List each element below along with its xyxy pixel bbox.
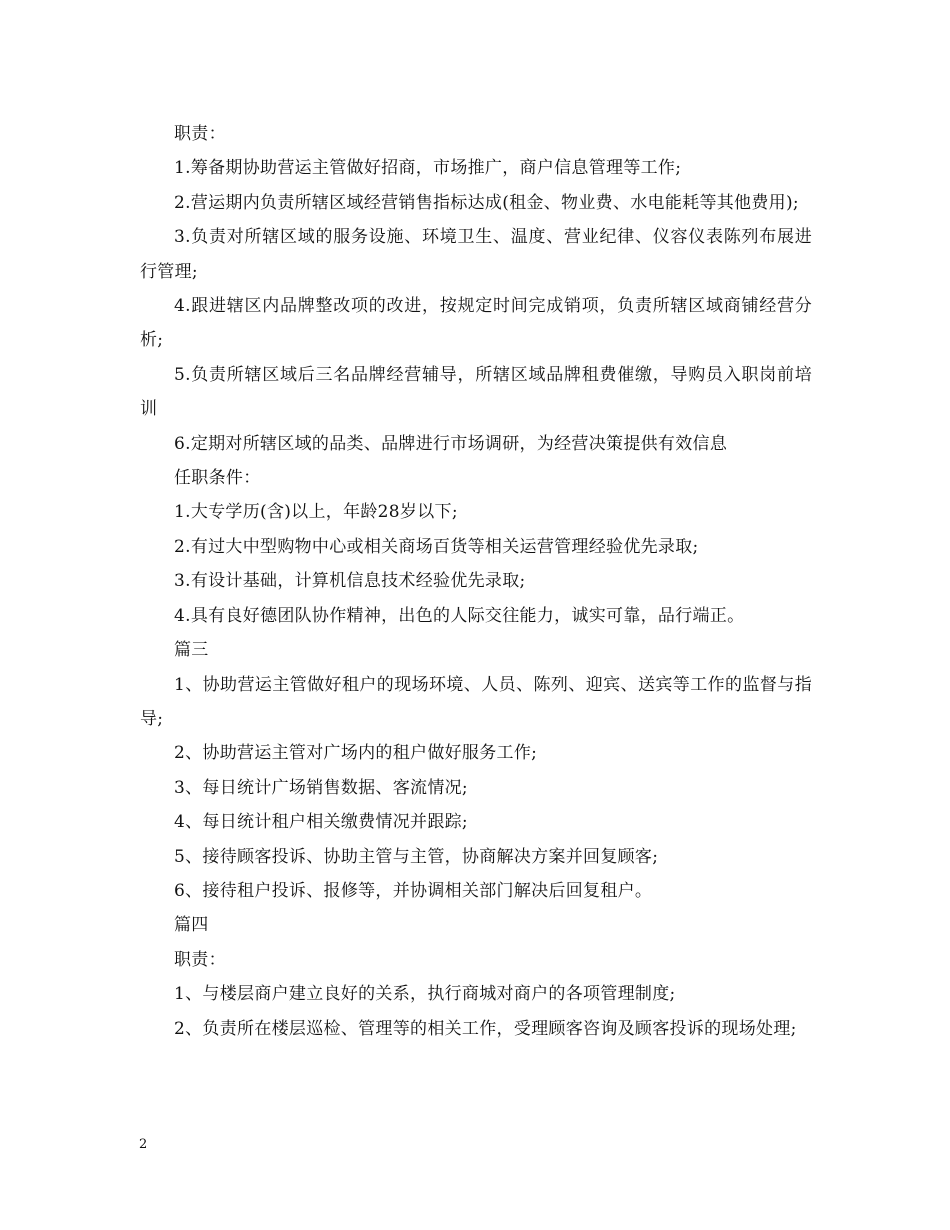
paragraph-requirement-1: 1.大专学历(含)以上，年龄28岁以下; (174, 502, 458, 523)
paragraph-part-three-item-2: 2、协助营运主管对广场内的租户做好服务工作; (174, 743, 538, 764)
paragraph-duty-4: 4.跟进辖区内品牌整改项的改进，按规定时间完成销项，负责所辖区域商铺经营分析; (140, 296, 812, 351)
paragraph-part-three-item-5: 5、接待顾客投诉、协助主管与主管，协商解决方案并回复顾客; (174, 846, 659, 867)
document-body (140, 117, 812, 1046)
paragraph-part-four-duties-heading: 职责： (174, 949, 226, 970)
paragraph-requirement-2: 2.有过大中型购物中心或相关商场百货等相关运营管理经验优先录取; (174, 536, 699, 557)
paragraph-requirement-4: 4.具有良好德团队协作精神，出色的人际交往能力，诚实可靠，品行端正。 (174, 605, 745, 626)
paragraph-part-four-item-1: 1、与楼层商户建立良好的关系，执行商城对商户的各项管理制度; (174, 984, 676, 1005)
section-heading-part-three: 篇三 (174, 640, 209, 661)
paragraph-duty-2: 2.营运期内负责所辖区域经营销售指标达成(租金、物业费、水电能耗等其他费用); (174, 192, 799, 213)
paragraph-duties-heading: 职责： (174, 124, 226, 144)
paragraph-part-three-item-3: 3、每日统计广场销售数据、客流情况; (174, 777, 468, 798)
paragraph-duty-1: 1.筹备期协助营运主管做好招商，市场推广，商户信息管理等工作; (174, 158, 682, 179)
paragraph-part-four-item-2: 2、负责所在楼层巡检、管理等的相关工作，受理顾客咨询及顾客投诉的现场处理; (174, 1018, 797, 1039)
paragraph-duty-3: 3.负责对所辖区域的服务设施、环境卫生、温度、营业纪律、仪容仪表陈列布展进行管理; (140, 227, 812, 282)
paragraph-requirements-heading: 任职条件： (174, 468, 261, 489)
paragraph-duty-6: 6.定期对所辖区域的品类、品牌进行市场调研，为经营决策提供有效信息 (174, 433, 728, 454)
paragraph-part-three-item-6: 6、接待租户投诉、报修等，并协调相关部门解决后回复租户。 (174, 880, 653, 901)
paragraph-part-three-item-1: 1、协助营运主管做好租户的现场环境、人员、陈列、迎宾、送宾等工作的监督与指导; (140, 674, 812, 729)
paragraph-requirement-3: 3.有设计基础，计算机信息技术经验优先录取; (174, 571, 526, 592)
paragraph-duty-5: 5.负责所辖区域后三名品牌经营辅导，所辖区域品牌租费催缴，导购员入职岗前培训 (140, 364, 812, 420)
section-heading-part-four: 篇四 (174, 915, 209, 936)
page-number: 2 (139, 1137, 148, 1152)
paragraph-part-three-item-4: 4、每日统计租户相关缴费情况并跟踪; (174, 812, 468, 833)
